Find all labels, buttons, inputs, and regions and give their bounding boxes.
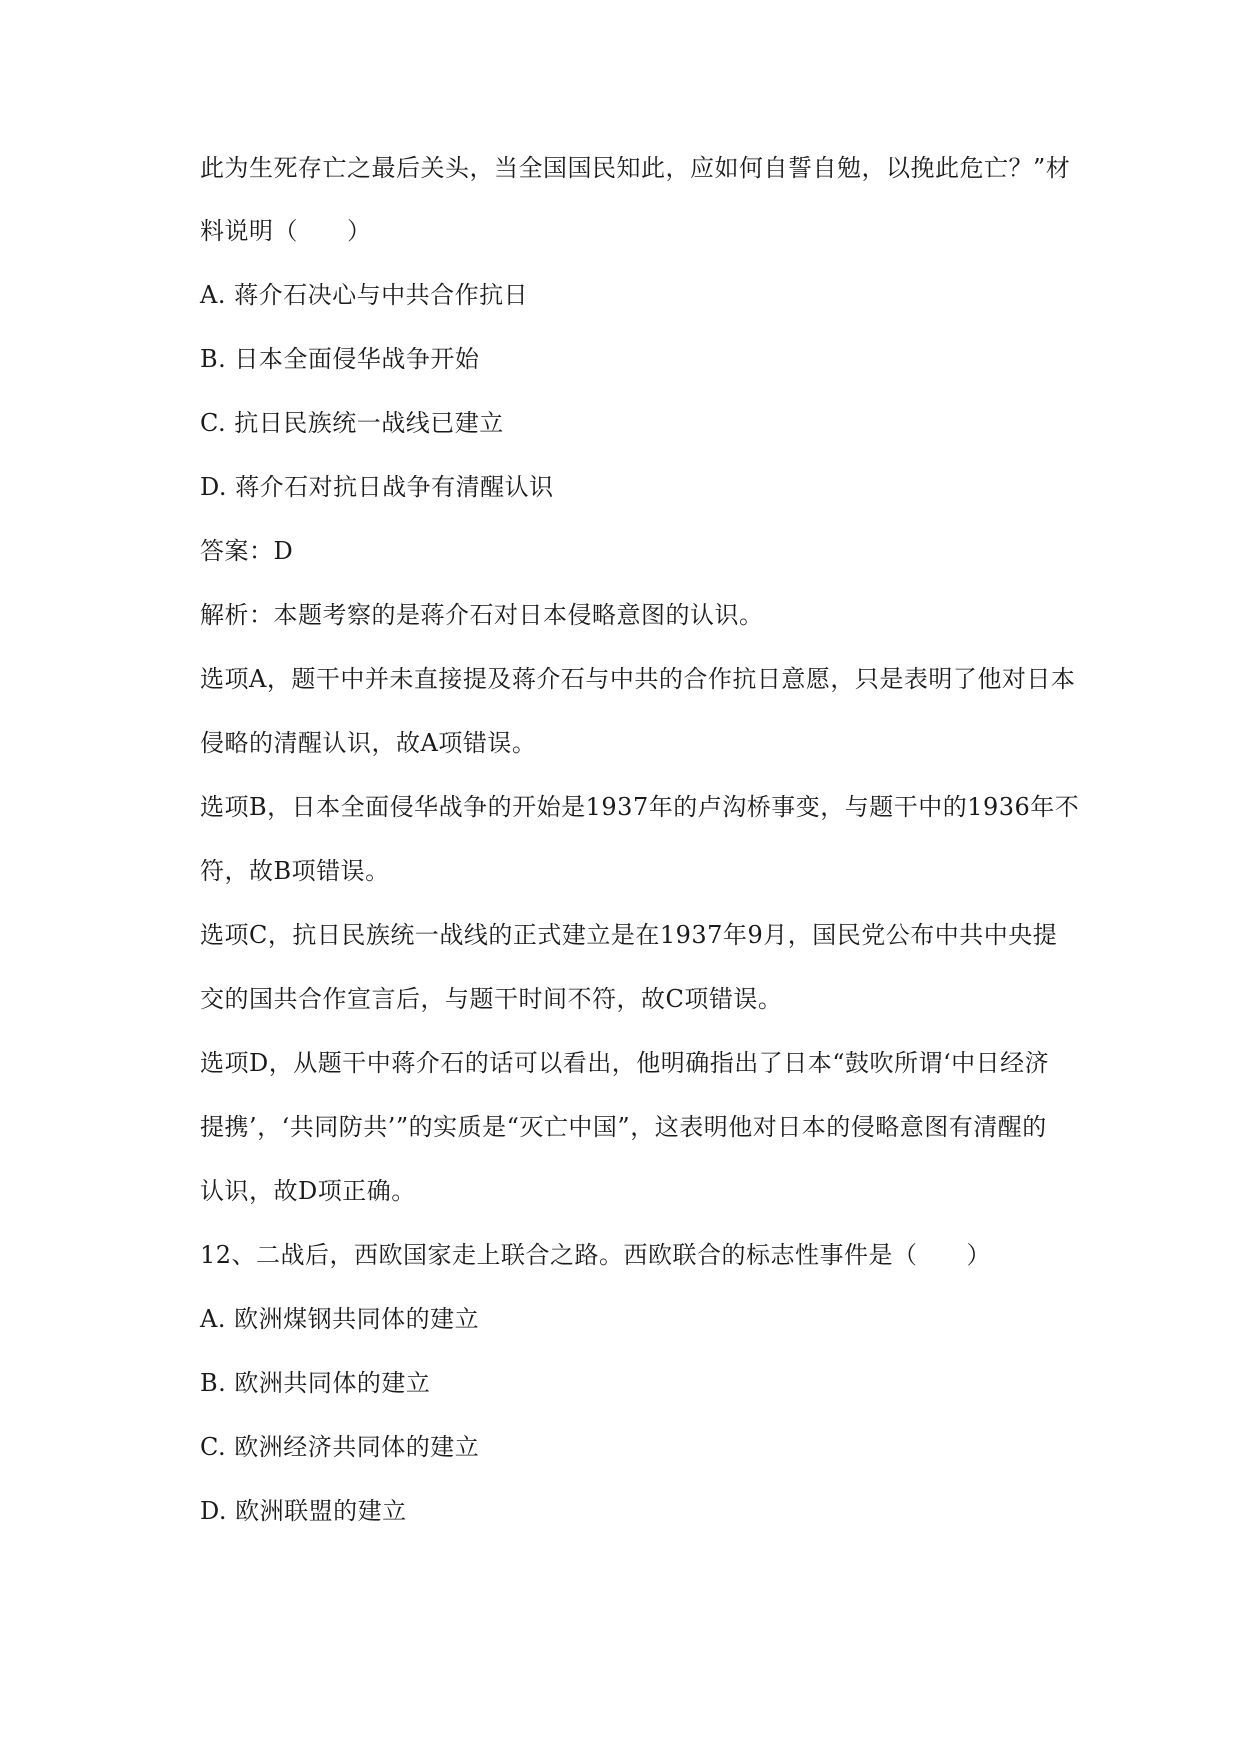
analysis-a-line-1: 选项A，题干中并未直接提及蒋介石与中共的合作抗日意愿，只是表明了他对日本 (200, 665, 1076, 693)
analysis-d-line-1: 选项D，从题干中蒋介石的话可以看出，他明确指出了日本“鼓吹所谓‘中日经济 (200, 1049, 1050, 1077)
question-stem-line-1: 此为生死存亡之最后关头，当全国国民知此，应如何自誓自勉，以挽此危亡？”材 (200, 154, 1071, 182)
analysis-b-line-1: 选项B，日本全面侵华战争的开始是1937年的卢沟桥事变，与题干中的1936年不 (200, 793, 1080, 821)
analysis-d-line-3: 认识，故D项正确。 (200, 1177, 416, 1205)
option-c: C. 抗日民族统一战线已建立 (200, 409, 504, 437)
question-12-stem: 12、二战后，西欧国家走上联合之路。西欧联合的标志性事件是（ ） (200, 1241, 992, 1269)
answer: 答案：D (200, 537, 294, 565)
analysis-b-line-2: 符，故B项错误。 (200, 857, 390, 885)
analysis-c-line-1: 选项C，抗日民族统一战线的正式建立是在1937年9月，国民党公布中共中央提 (200, 921, 1058, 949)
analysis-c-line-2: 交的国共合作宣言后，与题干时间不符，故C项错误。 (200, 985, 783, 1013)
q12-option-a: A. 欧洲煤钢共同体的建立 (200, 1305, 480, 1333)
q12-option-d: D. 欧洲联盟的建立 (200, 1497, 407, 1525)
q12-option-b: B. 欧洲共同体的建立 (200, 1369, 431, 1397)
question-stem-line-2: 料说明（ ） (200, 217, 372, 245)
analysis-intro: 解析：本题考察的是蒋介石对日本侵略意图的认识。 (200, 601, 764, 629)
option-a: A. 蒋介石决心与中共合作抗日 (200, 281, 529, 309)
analysis-d-line-2: 提携’，‘共同防共’”的实质是“灭亡中国”，这表明他对日本的侵略意图有清醒的 (200, 1113, 1047, 1141)
q12-option-c: C. 欧洲经济共同体的建立 (200, 1433, 480, 1461)
option-b: B. 日本全面侵华战争开始 (200, 345, 480, 373)
analysis-a-line-2: 侵略的清醒认识，故A项错误。 (200, 729, 537, 757)
option-d: D. 蒋介石对抗日战争有清醒认识 (200, 473, 554, 501)
